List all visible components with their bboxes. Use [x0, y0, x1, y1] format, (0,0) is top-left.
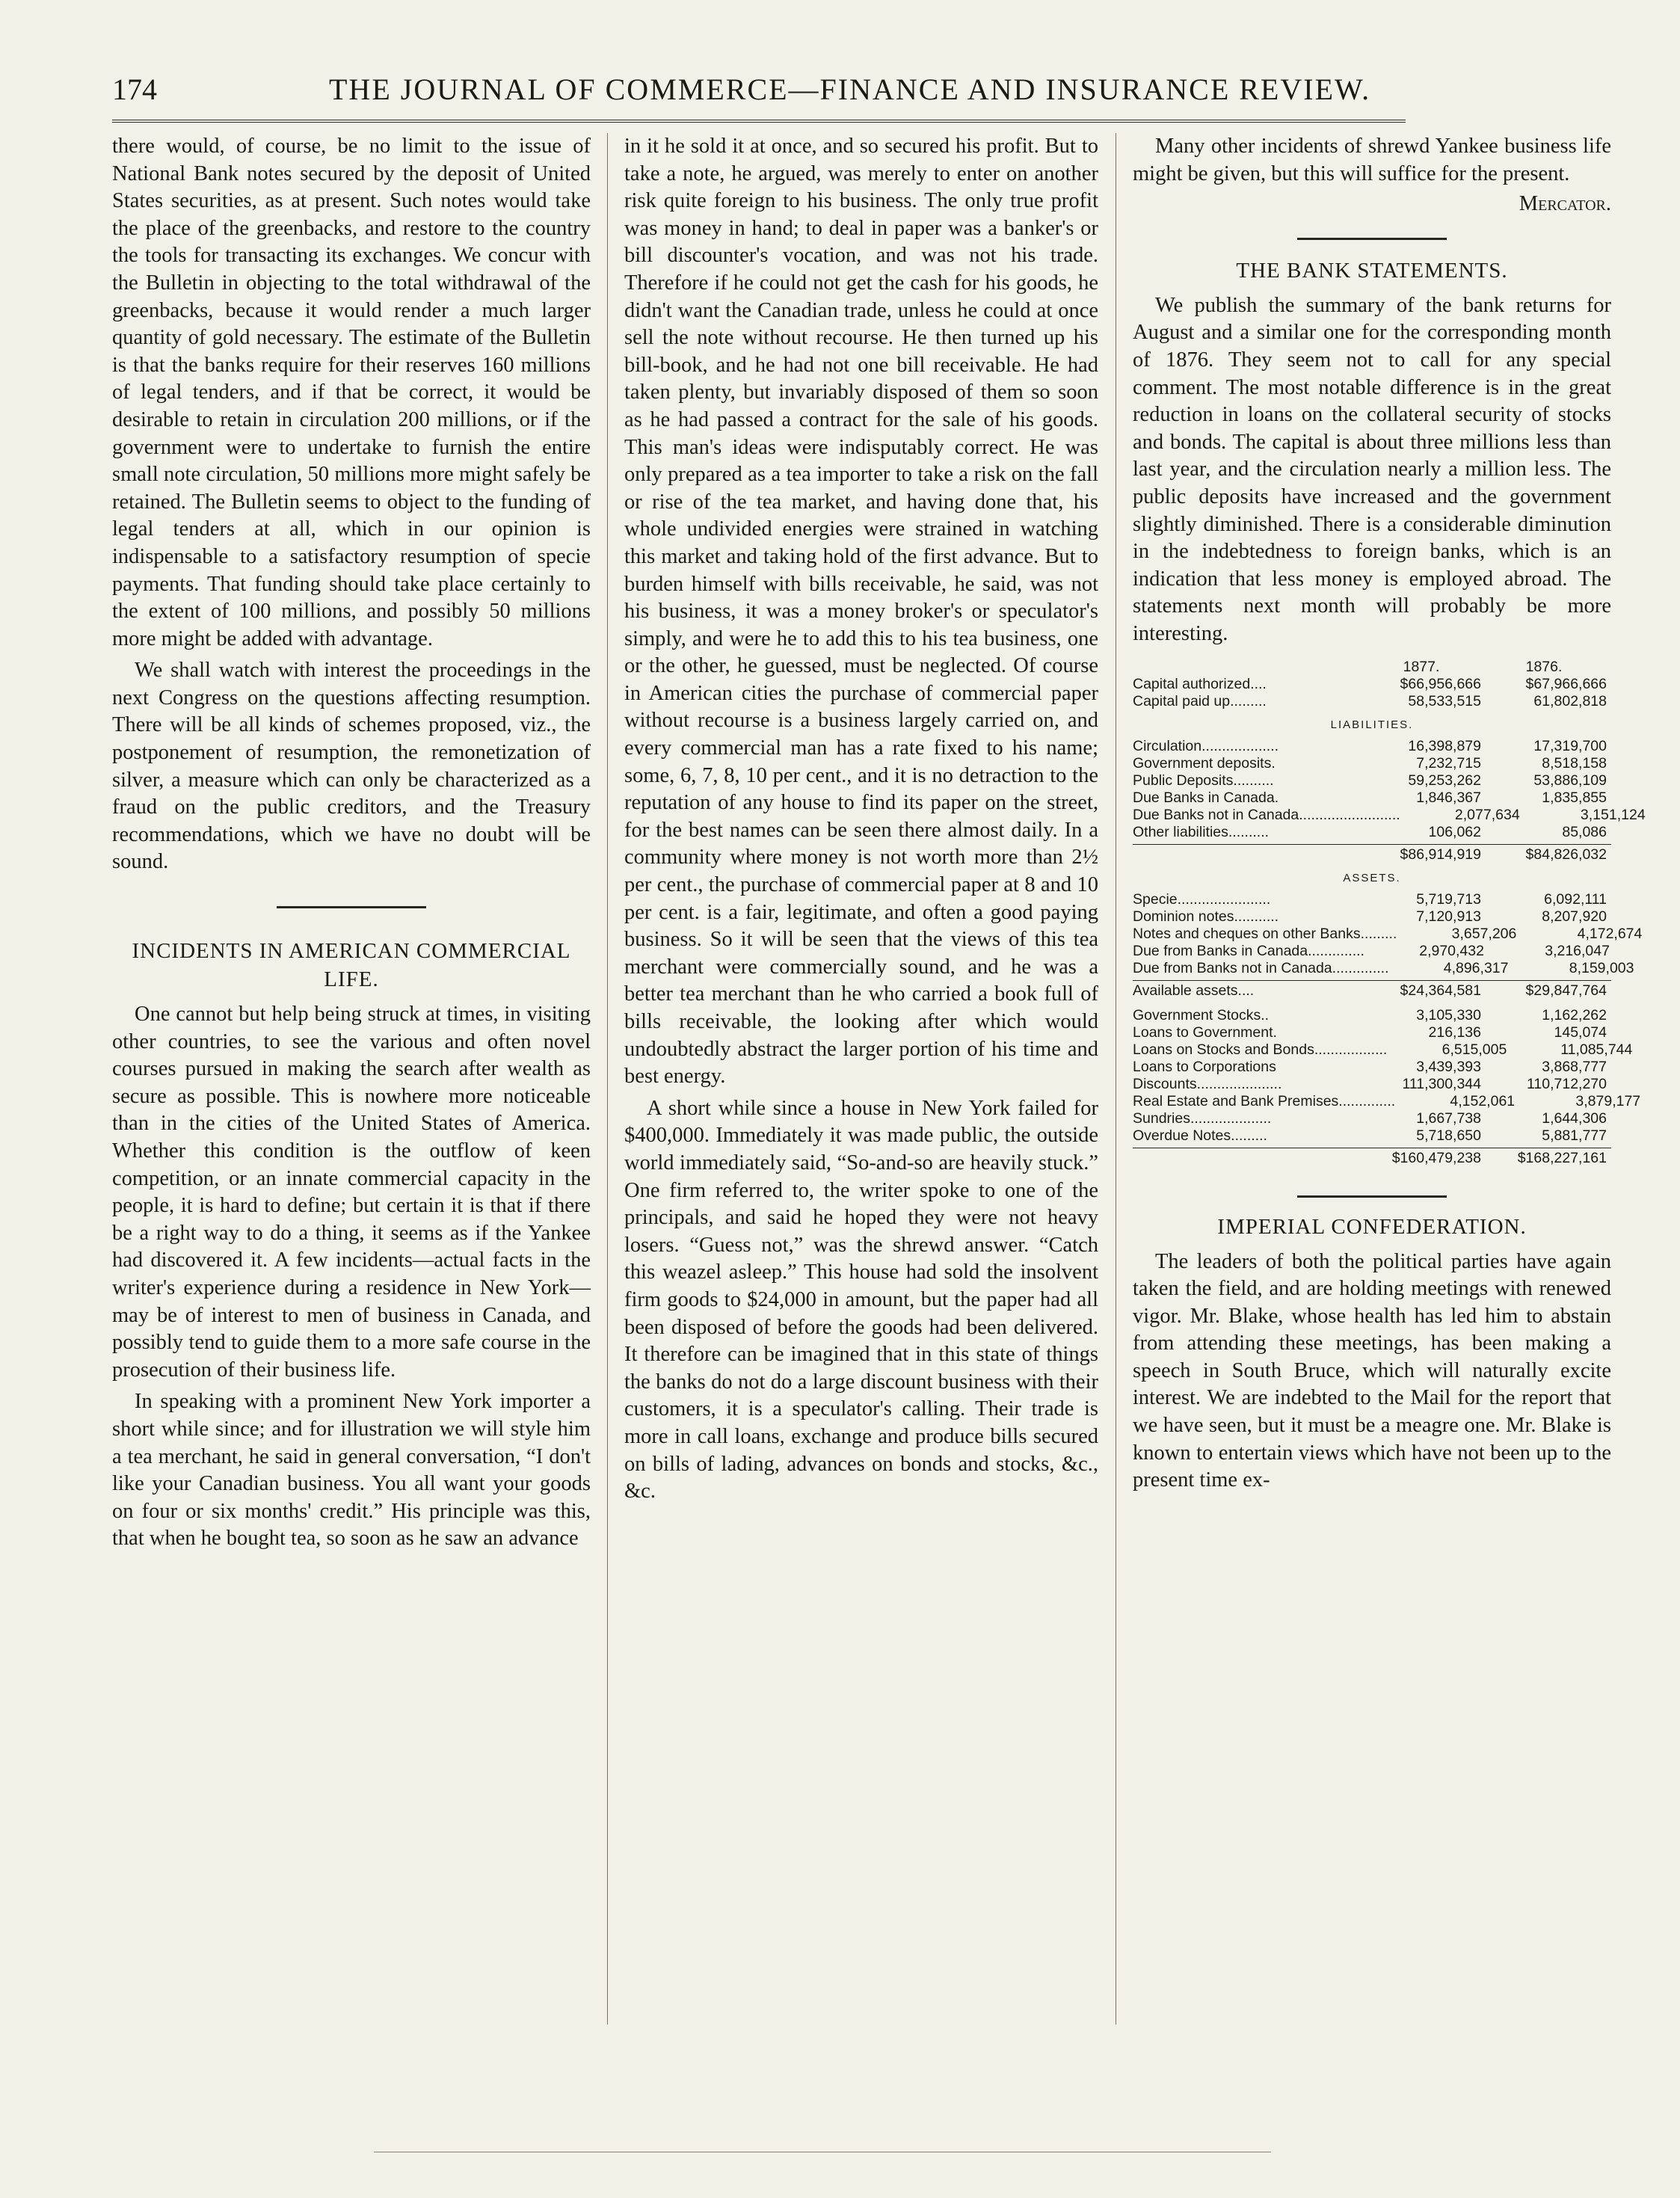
value-1877: 1,667,738	[1416, 1109, 1481, 1127]
col1-paragraph-4: In speaking with a prominent New York importer a short while since; and for illustration we will style him a tea merchant, he said in general conversation, “I don't like your Canadian business. You all want your goods on four or six months' credit.” His principle was this, that when he bought tea, so soon as he saw an advance	[112, 1390, 591, 1551]
signature: Mercator.	[1519, 192, 1611, 216]
value-1876: 3,879,177	[1575, 1092, 1641, 1109]
bank-statement-table	[1133, 658, 1646, 1167]
table-row	[1133, 1127, 1611, 1145]
table-row	[1133, 676, 1611, 693]
table-row	[1133, 908, 1611, 926]
table-row	[1133, 693, 1611, 710]
value-1876: 110,712,270	[1527, 1075, 1607, 1092]
value-1877: 216,136	[1428, 1023, 1481, 1041]
row-label: Capital authorized....	[1133, 675, 1267, 692]
col1-paragraph-3: One cannot but help being struck at times, in visiting other countries, to see the various and often novel courses pursued in making the search after wealth as secure as possible. This is nowhere more noticeable than in the cities of the United States of America. Whether this condition is the outflow of keen competition, or an innate commercial capacity in the people, it is hard to define; but certain it is that if there be a right way to do a thing, it seems as if the Yankee had discovered it. A few incidents—actual facts in the writer's experience during a residence in New York—may be of interest to men of business in Canada, and possibly tend to guide them to a more safe course in the prosecution of their business life.	[112, 1003, 591, 1382]
incidents-heading: INCIDENTS IN AMERICAN COMMERCIAL LIFE.	[132, 939, 571, 992]
value-1876: 6,092,111	[1544, 890, 1607, 908]
liabilities-total-row	[1133, 844, 1611, 864]
row-label: Specie.......................	[1133, 890, 1271, 908]
column-2	[624, 133, 1098, 1506]
value-1877: 2,970,432	[1419, 942, 1484, 959]
bank-statements-heading: THE BANK STATEMENTS.	[1236, 258, 1508, 283]
table-row	[1133, 1076, 1611, 1093]
row-label: Capital paid up.........	[1133, 692, 1267, 709]
value-1876: 4,172,674	[1577, 925, 1643, 942]
row-label: Real Estate and Bank Premises..............	[1133, 1092, 1396, 1109]
row-label: Due Banks in Canada.	[1133, 789, 1279, 806]
value-1876: 1,162,262	[1542, 1006, 1607, 1023]
col3-paragraph-2: We publish the summary of the bank returns for August and a similar one for the corresponding month of 1876. They seem not to call for any special comment. The most notable difference is in the great reduction in loans on the collateral security of stocks and bonds. The capital is about three millions less than last year, and the circulation nearly a million less. The public deposits have increased and the government slightly diminished. There is a considerable diminution in the indebtedness to foreign banks, which is an indication that less money is employed abroad. The statements next month will probably be more interesting.	[1133, 293, 1611, 645]
assets-total-1876: $168,227,161	[1517, 1149, 1607, 1166]
value-1876: 3,868,777	[1542, 1058, 1607, 1075]
liabilities-title: LIABILITIES.	[1330, 718, 1414, 731]
row-label: Public Deposits..........	[1133, 772, 1274, 789]
value-1877: 6,515,005	[1441, 1041, 1507, 1058]
page-number: 174	[112, 73, 157, 106]
capital-rows	[1133, 676, 1611, 710]
col2-paragraph-1: in it he sold it at once, and so secured his profit. But to take a note, he argued, was merely to enter on another risk quite foreign to his business. The only true profit was money in hand; to deal in paper was a banker's or bill discounter's vocation, and was not his trade. Therefore if he could not get the cash for his goods, he didn't want the Canadian trade, unless he could at once sell the note without recourse. He then turned up his bill-book, and he had not one bill receivable. He had taken plenty, but invariably disposed of them so soon as he had passed a contract for the sale of his goods. This man's ideas were indisputably correct. He was only prepared as a tea importer to take a risk on the fall or rise of the tea market, and having done that, his whole undivided energies were strained in watching this market and taking hold of the first advance. But to burden himself with bills receivable, he said, was not his business, it was a money broker's or speculator's simply, and were he to add this to his tea business, one or the other, he guessed, must be neglected. Of course in American cities the purchase of commercial paper without recourse is a business largely carried on, and every commercial man has a rate fixed to his name; some, 6, 7, 8, 10 per cent., and it is no detraction to the reputation of any house to find its paper on the street, for the best names can be seen there almost daily. In a community where money is not worth more than 2½ per cent., the purchase of commercial paper at 8 and 10 per cent. is a fair, legitimate, and often a good paying business. So it will be seen that the views of this tea merchant were commercially sound, and he was a better tea merchant than he who carried a book full of bills receivable, the looking after which would undoubtedly abstract the larger portion of his time and best energy.	[624, 135, 1098, 1089]
value-1876: 5,881,777	[1542, 1127, 1607, 1144]
column-1	[112, 133, 591, 1553]
row-label: Government Stocks..	[1133, 1006, 1270, 1023]
year-1876: 1876.	[1525, 658, 1563, 675]
row-label: Loans on Stocks and Bonds..................	[1133, 1041, 1388, 1058]
col3-paragraph-3: The leaders of both the political parties have again taken the field, and are holding meetings with renewed vigor. Mr. Blake, whose health has led him to abstain from attending these meetings, has been making a speech in South Bruce, which will naturally excite interest. We are indebted to the Mail for the report that we have seen, but it must be a meagre one. Mr. Blake is known to entertain views which have not been up to the present time ex-	[1133, 1249, 1611, 1492]
value-1877: 58,533,515	[1408, 692, 1481, 709]
table-row	[1133, 789, 1611, 807]
value-1877: 5,719,713	[1416, 890, 1481, 908]
table-row	[1133, 1041, 1633, 1059]
available-assets-row	[1133, 980, 1611, 1000]
value-1876: 3,216,047	[1545, 942, 1610, 959]
table-row	[1133, 772, 1611, 789]
table-row	[1133, 755, 1611, 772]
table-row	[1133, 1110, 1611, 1127]
value-1876: 8,159,003	[1569, 959, 1634, 976]
section-separator	[1297, 238, 1447, 240]
row-label: Due from Banks in Canada..............	[1133, 942, 1364, 959]
col1-paragraph-2: We shall watch with interest the proceedings in the next Congress on the questions affecting resumption. There will be all kinds of schemes proposed, viz., the postponement of resumption, the remonetization of silver, a measure which can only be characterized as a fraud on the public creditors, and the Treasury recommendations, which we have no doubt will be sound.	[112, 659, 591, 874]
row-label: Loans to Corporations	[1133, 1058, 1276, 1075]
table-row	[1133, 1059, 1611, 1076]
assets-total-1877: $160,479,238	[1391, 1149, 1481, 1166]
value-1877: 2,077,634	[1454, 806, 1520, 823]
table-row	[1133, 1007, 1611, 1024]
table-row	[1133, 925, 1643, 943]
col2-paragraph-2: A short while since a house in New York failed for $400,000. Immediately it was made public, the outside world immediately said, “So-and-so are heavily stuck.” One firm referred to, the writer spoke to one of the principals, and said he hoped they were not heavy losers. “Guess not,” was the shrewd answer. “Catch this weazel asleep.” This house had sold the insolvent firm goods to $24,000 in amount, but the paper had all been disposed of before the goods had been delivered. It therefore can be imagined that in this state of things the banks do not do a large discount business with their customers, it is a speculator's calling. Their trade is more in call loans, exchange and produce bills secured on bills of lading, advances on bonds and stocks, &c., &c.	[624, 1096, 1098, 1503]
table-row	[1133, 738, 1611, 755]
row-label: Due from Banks not in Canada..............	[1133, 959, 1389, 976]
value-1877: 3,439,393	[1416, 1058, 1481, 1075]
value-1876: 3,151,124	[1580, 806, 1646, 823]
value-1877: 4,152,061	[1450, 1092, 1516, 1109]
row-label: Loans to Government.	[1133, 1023, 1277, 1041]
col3-paragraph-1: Many other incidents of shrewd Yankee business life might be given, but this will suffice for the present.	[1133, 135, 1611, 185]
value-1876: 17,319,700	[1533, 737, 1607, 754]
page-header	[112, 72, 1406, 117]
table-row	[1133, 891, 1611, 908]
value-1877: 111,300,344	[1402, 1075, 1481, 1092]
liabilities-total-1876: $84,826,032	[1525, 846, 1607, 863]
liabilities-total-1877: $86,914,919	[1400, 846, 1481, 863]
value-1877: 7,120,913	[1416, 908, 1481, 925]
assets-total-row	[1133, 1148, 1611, 1167]
row-label: Government deposits.	[1133, 754, 1276, 772]
section-separator	[1297, 1195, 1447, 1198]
table-row	[1133, 1092, 1641, 1110]
assets-rows-a	[1133, 890, 1643, 977]
value-1877: 1,846,367	[1416, 789, 1481, 806]
value-1877: 4,896,317	[1443, 959, 1509, 976]
value-1876: 85,086	[1562, 823, 1607, 840]
header-rule	[112, 120, 1406, 123]
journal-title: THE JOURNAL OF COMMERCE—FINANCE AND INSURANCE REVIEW.	[329, 73, 1371, 106]
column-divider-1	[607, 133, 608, 2025]
table-row	[1133, 943, 1611, 960]
row-label: Circulation...................	[1133, 737, 1279, 754]
value-1876: 145,074	[1554, 1023, 1607, 1041]
value-1876: 1,835,855	[1542, 789, 1607, 806]
row-label: Overdue Notes.........	[1133, 1127, 1267, 1144]
row-label: Notes and cheques on other Banks.........	[1133, 925, 1397, 942]
table-row	[1133, 1024, 1611, 1041]
value-1876: 8,518,158	[1542, 754, 1607, 772]
row-label: Other liabilities..........	[1133, 823, 1270, 840]
available-assets-label: Available assets....	[1133, 982, 1255, 999]
row-label: Discounts.....................	[1133, 1075, 1282, 1092]
value-1877: 106,062	[1428, 823, 1481, 840]
value-1876: 53,886,109	[1533, 772, 1607, 789]
col1-paragraph-1: there would, of course, be no limit to the issue of National Bank notes secured by the deposit of United States securities, as at present. Such notes would take the place of the greenbacks, and restore to the country the tools for transacting its exchanges. We concur with the Bulletin in objecting to the total withdrawal of the greenbacks, because it would render a much larger quantity of gold necessary. The estimate of the Bulletin is that the banks require for their reserves 160 millions of legal tenders, and if that be correct, it would be desirable to retain in circulation 200 millions, or if the government were to undertake to furnish the entire small note circulation, 50 millions more might safely be retained. The Bulletin seems to object to the funding of legal tenders at all, which in our opinion is indispensable to a satisfactory resumption of specie payments. That funding should take place certainly to the extent of 100 millions, and possibly 50 millions more might be added with advantage.	[112, 135, 591, 650]
value-1877: 3,105,330	[1416, 1006, 1481, 1023]
year-1877: 1877.	[1403, 658, 1440, 675]
available-total-1876: $29,847,764	[1525, 982, 1607, 999]
column-3	[1133, 133, 1646, 1494]
value-1876: 8,207,920	[1542, 908, 1607, 925]
value-1877: 3,657,206	[1451, 925, 1517, 942]
value-1876: 1,644,306	[1542, 1109, 1607, 1127]
table-row	[1133, 824, 1611, 841]
value-1877: 5,718,650	[1416, 1127, 1481, 1144]
value-1876: $67,966,666	[1525, 675, 1607, 692]
assets-title: ASSETS.	[1343, 871, 1401, 884]
value-1876: 11,085,744	[1560, 1041, 1633, 1058]
assets-rows-b	[1133, 1006, 1641, 1145]
imperial-confederation-heading: IMPERIAL CONFEDERATION.	[1217, 1214, 1527, 1239]
row-label: Sundries....................	[1133, 1109, 1272, 1127]
value-1877: 16,398,879	[1408, 737, 1481, 754]
table-header-row	[1133, 659, 1611, 676]
value-1876: 61,802,818	[1533, 692, 1607, 709]
row-label: Dominion notes...........	[1133, 908, 1279, 925]
table-row	[1133, 959, 1634, 977]
table-row	[1133, 806, 1646, 824]
available-total-1877: $24,364,581	[1400, 982, 1481, 999]
liabilities-rows	[1133, 737, 1646, 841]
section-separator	[277, 906, 426, 908]
row-label: Due Banks not in Canada.........................	[1133, 806, 1400, 823]
value-1877: $66,956,666	[1400, 675, 1481, 692]
value-1877: 7,232,715	[1416, 754, 1481, 772]
value-1877: 59,253,262	[1408, 772, 1481, 789]
